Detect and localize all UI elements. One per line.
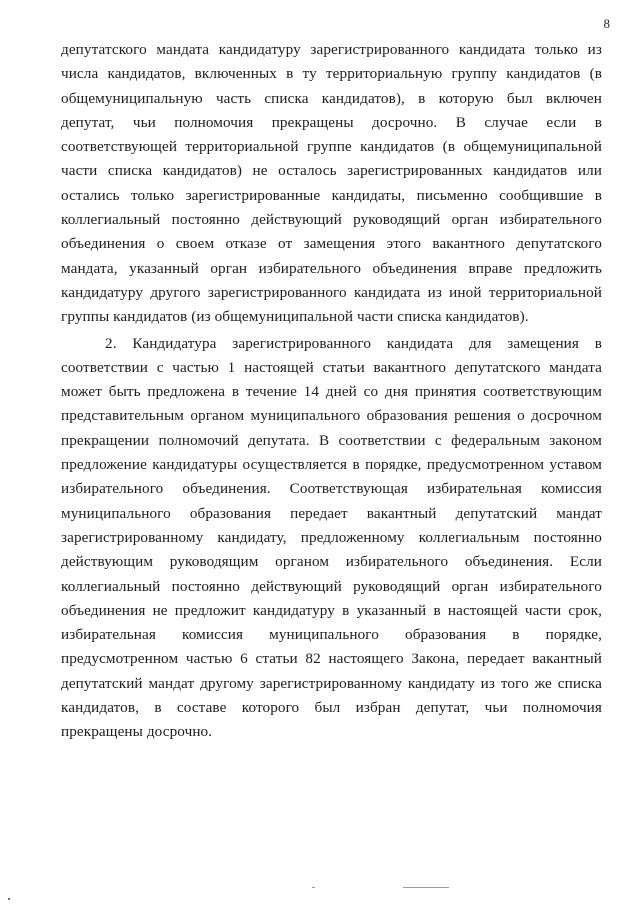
document-body — [61, 38, 602, 745]
paragraph-line: части списка кандидатов) не осталось зарегистрированных кандидатов или — [61, 162, 602, 180]
paragraph-line: избирательная комиссия муниципального образования в порядке, — [61, 626, 602, 644]
scan-artifact-line — [312, 887, 315, 888]
paragraph-line: предусмотренном частью 6 статьи 82 настоящего Закона, передает вакантный — [61, 650, 602, 668]
paragraph-line: соответствующей территориальной группе кандидатов (в общемуниципальной — [61, 138, 602, 156]
paragraph-line: группы кандидатов (из общемуниципальной части списка кандидатов). — [61, 308, 529, 326]
scan-artifact-dot — [8, 898, 10, 900]
paragraph-line: числа кандидатов, включенных в ту территориальную группу кандидатов (в — [61, 65, 602, 83]
paragraph-line: представительным органом муниципального образования решения о досрочном — [61, 407, 602, 425]
paragraph-line: действующим руководящим органом избирательного объединения. Если — [61, 553, 602, 571]
paragraph-line: зарегистрированному кандидату, предложенному коллегиальным постоянно — [61, 528, 602, 546]
paragraph-2 — [61, 332, 602, 745]
paragraph-line: кандидатуру другого зарегистрированного кандидата из иной территориальной — [61, 283, 602, 301]
paragraph-line: соответствии с частью 1 настоящей статьи вакантного депутатского мандата — [61, 358, 602, 376]
paragraph-line: объединения о своем отказе от замещения этого вакантного депутатского — [61, 235, 602, 253]
paragraph-line: предложение кандидатуры осуществляется в порядке, предусмотренном уставом — [61, 456, 602, 474]
scan-artifact-line — [403, 887, 449, 888]
paragraph-line: кандидатов, в составе которого был избран депутат, чьи полномочия — [61, 699, 602, 717]
paragraph-line: коллегиальный постоянно действующий руководящий орган избирательного — [61, 211, 602, 229]
paragraph-line: 2. Кандидатура зарегистрированного кандидата для замещения в — [105, 334, 602, 352]
paragraph-line: общемуниципальную часть списка кандидатов), в которую был включен — [61, 89, 602, 107]
paragraph-line: прекращении полномочий депутата. В соответствии с федеральным законом — [61, 431, 602, 449]
paragraph-line: может быть предложена в течение 14 дней со дня принятия соответствующим — [61, 383, 602, 401]
page-number: 8 — [603, 16, 610, 31]
paragraph-line: коллегиальный постоянно действующий руководящий орган избирательного — [61, 577, 602, 595]
paragraph-line: избирательного объединения. Соответствующая избирательная комиссия — [61, 480, 602, 498]
paragraph-line: прекращены досрочно. — [61, 723, 213, 741]
paragraph-line: мандата, указанный орган избирательного объединения вправе предложить — [61, 259, 602, 277]
paragraph-line: муниципального образования передает вакантный депутатский мандат — [61, 504, 602, 522]
paragraph-line: остались только зарегистрированные кандидаты, письменно сообщившие в — [61, 186, 602, 204]
paragraph-line: депутат, чьи полномочия прекращены досрочно. В случае если в — [61, 113, 602, 131]
paragraph-line: депутатского мандата кандидатуру зарегистрированного кандидата только из — [61, 41, 602, 58]
paragraph-1 — [61, 38, 602, 330]
paragraph-line: депутатский мандат другому зарегистрированному кандидату из того же списка — [61, 674, 602, 692]
paragraph-line: объединения не предложит кандидатуру в указанный в настоящей части срок, — [61, 601, 602, 619]
